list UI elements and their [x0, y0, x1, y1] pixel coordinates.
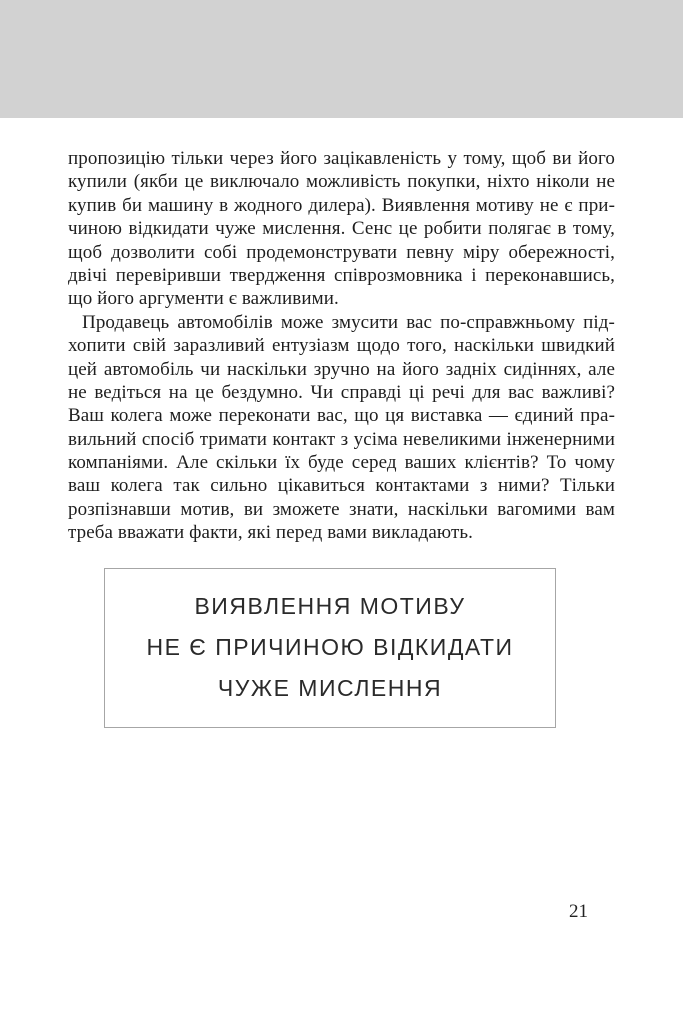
page-number: 21 — [569, 901, 588, 922]
body-line: вильний спосіб тримати контакт з усіма невеликими інженерними — [68, 428, 615, 450]
body-line: треба вважати факти, які перед вами викладають. — [68, 522, 473, 544]
body-line: компаніями. Але скільки їх буде серед ваших клієнтів? То чому — [68, 452, 615, 474]
body-line: купили (якби це виключало можливість покупки, ніхто ніколи не — [68, 171, 615, 193]
body-line: пропозицію тільки через його зацікавленість у тому, щоб ви його — [68, 148, 615, 169]
body-line: не ведіться на це бездумно. Чи справді ці речі для вас важливі? — [68, 381, 615, 403]
body-line: двічі перевіривши твердження співрозмовника і переконавшись, — [68, 264, 615, 286]
body-line: щоб дозволити собі продемонструвати певну міру обережності, — [68, 241, 615, 263]
text-block — [68, 147, 615, 728]
callout-line: ВИЯВЛЕННЯ МОТИВУ — [194, 593, 466, 620]
body-line: ваш колега так сильно цікавиться контактами з ними? Тільки — [68, 475, 615, 497]
body-line: що його аргументи є важливими. — [68, 288, 339, 310]
paragraph — [68, 311, 615, 545]
body-line: хопити свій заразливий ентузіазм щодо того, наскільки швидкий — [68, 335, 615, 357]
body-line: цей автомобіль чи наскільки зручно на його задніх сидіннях, але — [68, 358, 615, 380]
callout-box — [104, 568, 556, 728]
header-band — [0, 0, 683, 118]
callout-line: ЧУЖЕ МИСЛЕННЯ — [217, 675, 443, 702]
callout-line: НЕ Є ПРИЧИНОЮ ВІДКИДАТИ — [146, 634, 514, 661]
body-line: чиною відкидати чуже мислення. Сенс це робити полягає в тому, — [68, 218, 615, 240]
body-line: купив би машину в жодного дилера). Виявлення мотиву не є при- — [68, 194, 615, 216]
body-line: Ваш колега може переконати вас, що ця виставка — єдиний пра- — [68, 405, 615, 427]
body-line: розпізнавши мотив, ви зможете знати, наскільки вагомими вам — [68, 498, 615, 520]
body-line: Продавець автомобілів може змусити вас по-справжньому під- — [82, 311, 615, 333]
paragraph — [68, 147, 615, 311]
